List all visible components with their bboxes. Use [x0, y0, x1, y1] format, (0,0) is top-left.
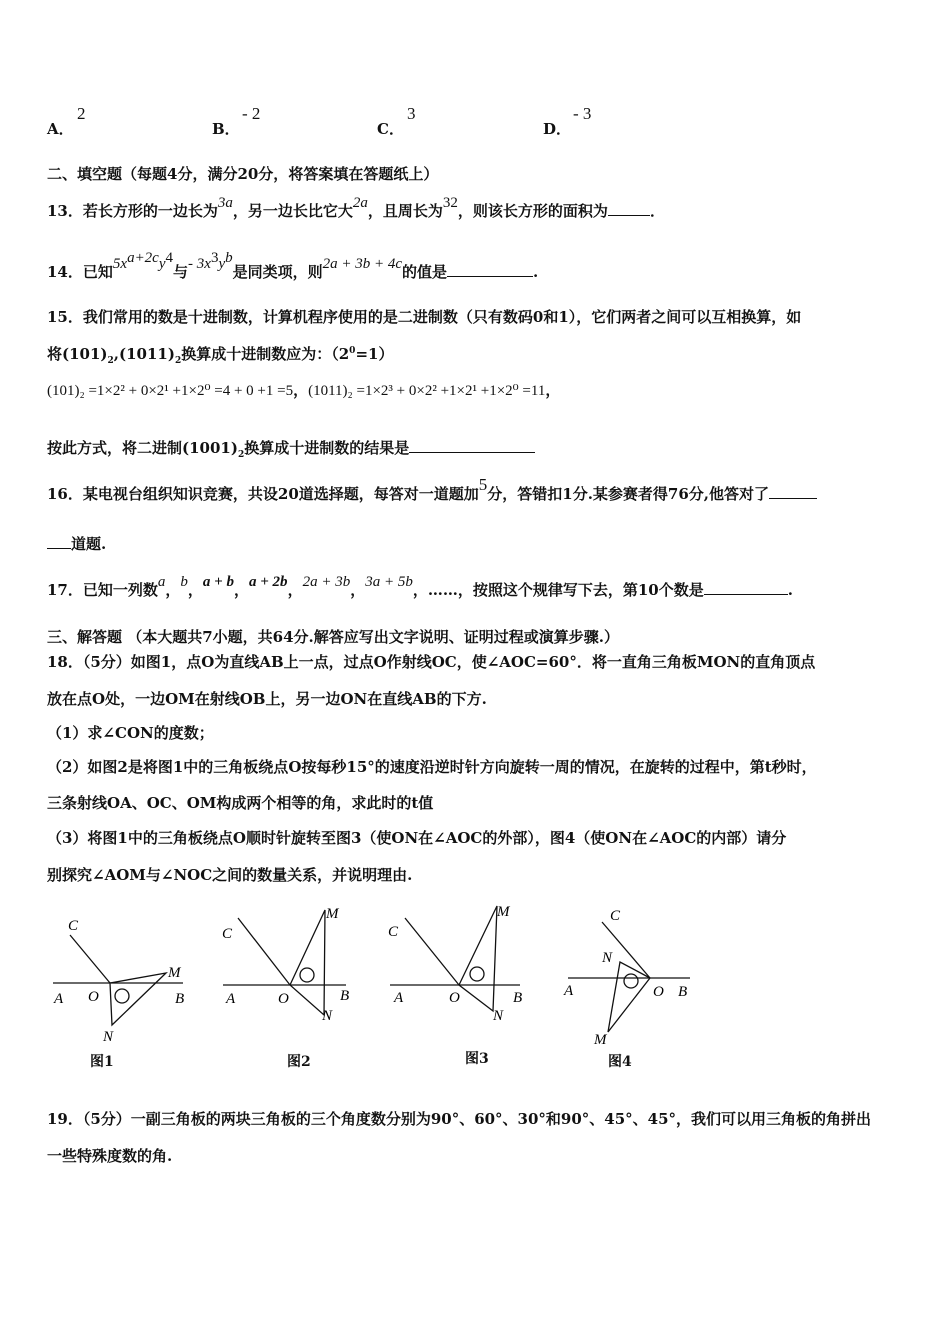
fig1-label-b: B [175, 991, 185, 1007]
q15-answer-blank [409, 440, 535, 453]
q16-text-2: 分，答错扣1分.某参赛者得76分,他答对了 [487, 485, 770, 503]
fig2-label-c: C [222, 926, 233, 942]
q17-comma-5: ， [350, 581, 366, 599]
q13-math-1: 3a [217, 195, 233, 211]
fig4-right-angle-mark [624, 974, 638, 988]
q18-line-5: 三条射线OA、OC、OM构成两个相等的角，求此时的t值 [47, 794, 434, 812]
fig4-label-o: O [653, 984, 664, 1000]
q15-line-2d: =1） [355, 345, 394, 363]
fig2-label-m: M [326, 906, 339, 922]
fig2-label-n: N [322, 1008, 333, 1024]
question-16-line-1 [47, 475, 817, 504]
figure-2 [218, 900, 368, 1030]
fig1-right-angle-mark [115, 989, 129, 1003]
q15-line-4-sub: 2 [237, 450, 245, 460]
fig1-label-o: O [88, 989, 99, 1005]
q14-math-1-yexp: 4 [165, 250, 174, 266]
q16-text-1: 某电视台组织知识竞赛，共设20道选择题，每答对一道题加 [82, 485, 479, 503]
section2-heading: 二、填空题（每题4分，满分20分，将答案填在答题纸上） [47, 165, 439, 183]
q16-answer-blank-1 [769, 486, 817, 499]
q15-line-4a: 按此方式，将二进制(1001) [47, 439, 238, 457]
q14-math-2: - 3x [188, 256, 211, 272]
fig4-label-m: M [594, 1032, 607, 1048]
q17-comma-6: ， [412, 581, 428, 599]
figure-4-caption: 图4 [608, 1054, 632, 1070]
q14-answer-blank [447, 264, 533, 277]
q14-num: 14． [47, 263, 83, 281]
q15-sub-2: 2 [174, 356, 182, 366]
q17-comma-2: ， [187, 581, 203, 599]
figure-2-caption: 图2 [287, 1054, 311, 1070]
q15-separator: ， [293, 381, 309, 399]
figure-3 [385, 898, 535, 1028]
q19-line-2: 一些特殊度数的角. [47, 1147, 173, 1165]
figure-4 [560, 900, 710, 1050]
q15-sub-1: 2 [107, 356, 114, 366]
fig3-label-m: M [497, 904, 510, 920]
q14-text-2: 与 [173, 263, 189, 281]
q17-comma-1: ， [165, 581, 181, 599]
q17-text-1: 已知一列数 [82, 581, 158, 599]
question-16-line-2 [47, 533, 106, 554]
q15-equation-2: (1011)₂ =1×2³ + 0×2² +1×2¹ +1×2⁰ =11 [308, 383, 546, 399]
q14-text-5: . [533, 263, 539, 281]
question-15-line-2 [47, 343, 393, 366]
figure-1-caption: 图1 [90, 1054, 114, 1070]
question-15-line-1 [47, 306, 801, 327]
q15-num: 15． [47, 308, 83, 326]
q14-math-2-yexp: b [225, 250, 233, 266]
fig4-label-c: C [610, 908, 621, 924]
option-c-value: 3 [407, 104, 416, 123]
fig2-label-o: O [278, 991, 289, 1007]
q17-text-3: . [787, 581, 793, 599]
q13-text-3: ，且周长为 [367, 202, 443, 220]
question-15-equations [47, 379, 560, 400]
fig3-label-c: C [388, 924, 399, 940]
q13-num: 13． [47, 202, 83, 220]
q18-line-2: 放在点O处，一边OM在射线OB上，另一边ON在直线AB的下方. [47, 690, 487, 708]
fig1-label-a: A [54, 991, 64, 1007]
q17-text-2: ……，按照这个规律写下去，第10个数是 [427, 581, 704, 599]
fig2-label-b: B [340, 988, 350, 1004]
question-17 [47, 574, 793, 600]
q15-equation-1: (101)₂ =1×2² + 0×2¹ +1×2⁰ =4 + 0 +1 =5 [47, 383, 294, 399]
fig2-triangle-mon [290, 910, 325, 1015]
option-b-label: B． [212, 120, 240, 138]
fig1-label-n: N [103, 1029, 114, 1045]
section3-heading: 三、解答题 （本大题共7小题，共64分.解答应写出文字说明、证明过程或演算步骤.） [47, 628, 619, 646]
q16-num: 16． [47, 485, 83, 503]
question-15-line-4 [47, 437, 535, 460]
q16-text-3: 道题. [71, 535, 107, 553]
fig2-right-angle-mark [300, 968, 314, 982]
q19-line-1: 19．（5分）一副三角板的两块三角板的三个角度数分别为90°、60°、30°和90°、45°、45°，我们可以用三角板的角拼出 [47, 1110, 872, 1128]
q14-math-1-y: y [158, 256, 166, 272]
fig4-label-a: A [564, 983, 574, 999]
fig4-triangle-mon [608, 962, 650, 1032]
q15-end-comma: ， [545, 381, 561, 399]
fig1-ray-oc [70, 935, 110, 983]
q14-math-1-exp: a+2c [127, 250, 159, 266]
q18-line-3: （1）求∠CON的度数； [47, 724, 214, 742]
q15-line-1: 我们常用的数是十进制数，计算机程序使用的是二进制数（只有数码0和1），它们两者之间可以互相换算，如 [82, 308, 802, 326]
question-13 [47, 195, 665, 221]
q17-seq-1: a [157, 574, 166, 590]
q13-math-3: 32 [442, 195, 458, 211]
q17-seq-4: a + 2b [249, 574, 288, 590]
fig3-label-a: A [394, 990, 404, 1006]
fig2-ray-oc [238, 918, 290, 985]
fig1-triangle-mon [110, 973, 166, 1025]
fig2-label-a: A [226, 991, 236, 1007]
fig4-label-b: B [678, 984, 688, 1000]
q17-num: 17． [47, 581, 83, 599]
q18-line-6: （3）将图1中的三角板绕点O顺时针旋转至图3（使ON在∠AOC的外部），图4（使ON在∠AOC的内部）请分 [47, 829, 787, 847]
q13-text-5: ． [649, 202, 665, 220]
q18-line-4: （2）如图2是将图1中的三角板绕点O按每秒15°的速度沿逆时针方向旋转一周的情况，在旋转的过程中，第t秒时， [47, 758, 817, 776]
q16-math-1: 5 [478, 475, 488, 494]
q13-text-1: 若长方形的一边长为 [82, 202, 218, 220]
fig1-label-m: M [168, 965, 181, 981]
q14-text-1: 已知 [82, 263, 113, 281]
q13-text-4: ，则该长方形的面积为 [457, 202, 608, 220]
q17-comma-4: ， [287, 581, 303, 599]
q18-line-7: 别探究∠AOM与∠NOC之间的数量关系，并说明理由. [47, 866, 413, 884]
figure-1 [48, 905, 198, 1045]
fig4-label-n: N [602, 950, 613, 966]
question-14 [47, 250, 539, 282]
q18-line-1: 18．（5分）如图1，点O为直线AB上一点，过点O作射线OC，使∠AOC=60°．将一直角三角板MON的直角顶点 [47, 653, 816, 671]
q17-seq-5: 2a + 3b [302, 574, 351, 590]
figure-3-caption: 图3 [465, 1051, 489, 1067]
q14-math-2-y: y [218, 256, 226, 272]
fig3-label-o: O [449, 990, 460, 1006]
q14-math-1: 5x [112, 256, 128, 272]
fig3-label-b: B [513, 990, 523, 1006]
fig3-ray-oc [405, 918, 459, 985]
q13-text-2: ，另一边长比它大 [232, 202, 353, 220]
fig3-triangle-mon [459, 906, 497, 1011]
q15-sup: 0 [349, 346, 356, 356]
q14-text-3: 是同类项，则 [232, 263, 323, 281]
option-c-label: C． [377, 120, 404, 138]
fig3-label-n: N [493, 1008, 504, 1024]
option-a-value: 2 [77, 104, 86, 123]
q17-seq-2: b [180, 574, 188, 590]
q16-answer-blank-2 [47, 536, 71, 549]
q17-seq-3: a + b [202, 574, 234, 590]
q15-line-2a: 将(101) [47, 345, 108, 363]
option-d-label: D． [543, 120, 572, 138]
option-b-value: - 2 [242, 104, 261, 123]
q17-answer-blank [704, 582, 788, 595]
q17-comma-3: ， [233, 581, 249, 599]
q17-seq-6: 3a + 5b [365, 574, 413, 590]
q13-answer-blank [608, 203, 650, 216]
q15-line-2b: ,(1011) [113, 345, 175, 363]
q14-text-4: 的值是 [402, 263, 448, 281]
q14-math-3: 2a + 3b + 4c [322, 256, 403, 272]
q15-line-4b: 换算成十进制数的结果是 [244, 439, 410, 457]
q13-math-2: 2a [352, 195, 368, 211]
option-d-value: - 3 [573, 104, 592, 123]
fig3-right-angle-mark [470, 967, 484, 981]
q15-line-2c: 换算成十进制数应为：（2 [181, 345, 350, 363]
option-a-label: A． [47, 120, 74, 138]
fig1-label-c: C [68, 918, 79, 934]
q14-math-2-exp: 3 [210, 250, 219, 266]
